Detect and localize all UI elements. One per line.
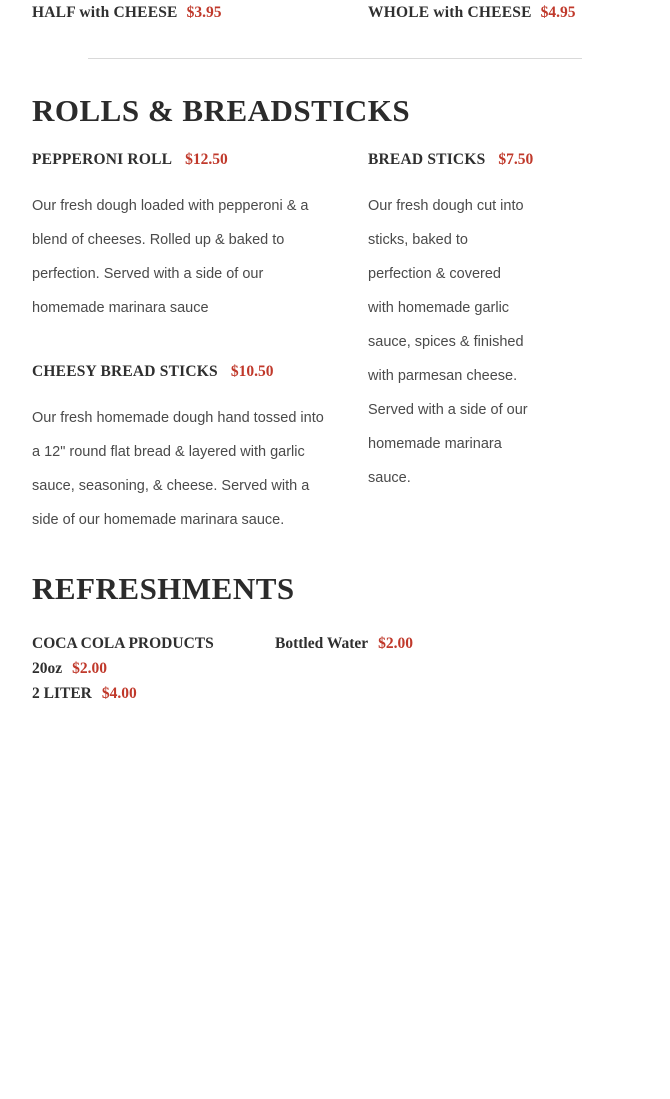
menu-item-20oz [32, 660, 275, 678]
section-body-rolls-breadsticks [32, 129, 638, 537]
section-divider-wrap [32, 22, 638, 59]
item-price: $10.50 [230, 363, 274, 380]
menu-item-bread-sticks [368, 151, 638, 495]
menu-item-coca-cola-products [32, 635, 275, 653]
column-left [32, 635, 275, 710]
item-price: $3.95 [186, 4, 222, 21]
item-name: 2 LITER [32, 685, 92, 702]
section-title-refreshments: REFRESHMENTS [32, 571, 295, 606]
menu-item-2-liter [32, 685, 275, 703]
item-name: 20oz [32, 660, 63, 677]
item-name: WHOLE with CHEESE [368, 4, 532, 21]
item-name: HALF with CHEESE [32, 4, 178, 21]
menu-item-pepperoni-roll [32, 151, 335, 325]
menu-item-cheesy-bread-sticks [32, 325, 335, 537]
item-header [368, 151, 638, 169]
section-body-refreshments [32, 607, 638, 710]
column-right [335, 151, 638, 537]
menu-item-whole-with-cheese [335, 4, 638, 22]
item-price: $2.00 [72, 660, 108, 677]
item-price: $2.00 [378, 635, 414, 652]
item-name: BREAD STICKS [368, 151, 486, 168]
item-name: CHEESY BREAD STICKS [32, 363, 218, 380]
column-right [275, 635, 413, 710]
item-price: $4.95 [540, 4, 576, 21]
menu-item-half-with-cheese [32, 4, 335, 22]
item-price: $12.50 [185, 151, 228, 168]
item-description: Our fresh dough cut into sticks, baked to perfection & covered with homemade garlic sauce, spices & finished with parmesan cheese. Served with a side of our homemade marinara sauce. [368, 198, 528, 486]
item-price: $4.00 [101, 685, 137, 702]
item-price: $7.50 [498, 151, 534, 168]
item-description: Our fresh homemade dough hand tossed into a 12" round flat bread & layered with garlic sauce, seasoning, & cheese. Served with a side of our homemade marinara sauce. [32, 410, 324, 528]
item-header [32, 363, 335, 381]
menu-row-cheese-options [32, 0, 638, 22]
item-name: Bottled Water [275, 635, 369, 652]
item-header [32, 151, 335, 169]
section-title-rolls-breadsticks: ROLLS & BREADSTICKS [32, 93, 411, 128]
bottom-spacer [32, 710, 638, 750]
item-name: COCA COLA PRODUCTS [32, 635, 214, 652]
menu-item-bottled-water [275, 635, 413, 653]
divider [88, 58, 582, 59]
column-left [32, 151, 335, 537]
item-description: Our fresh dough loaded with pepperoni & a blend of cheeses. Rolled up & baked to perfection. Served with a side of our homemade marinara sauce [32, 198, 309, 316]
item-name: PEPPERONI ROLL [32, 151, 173, 168]
